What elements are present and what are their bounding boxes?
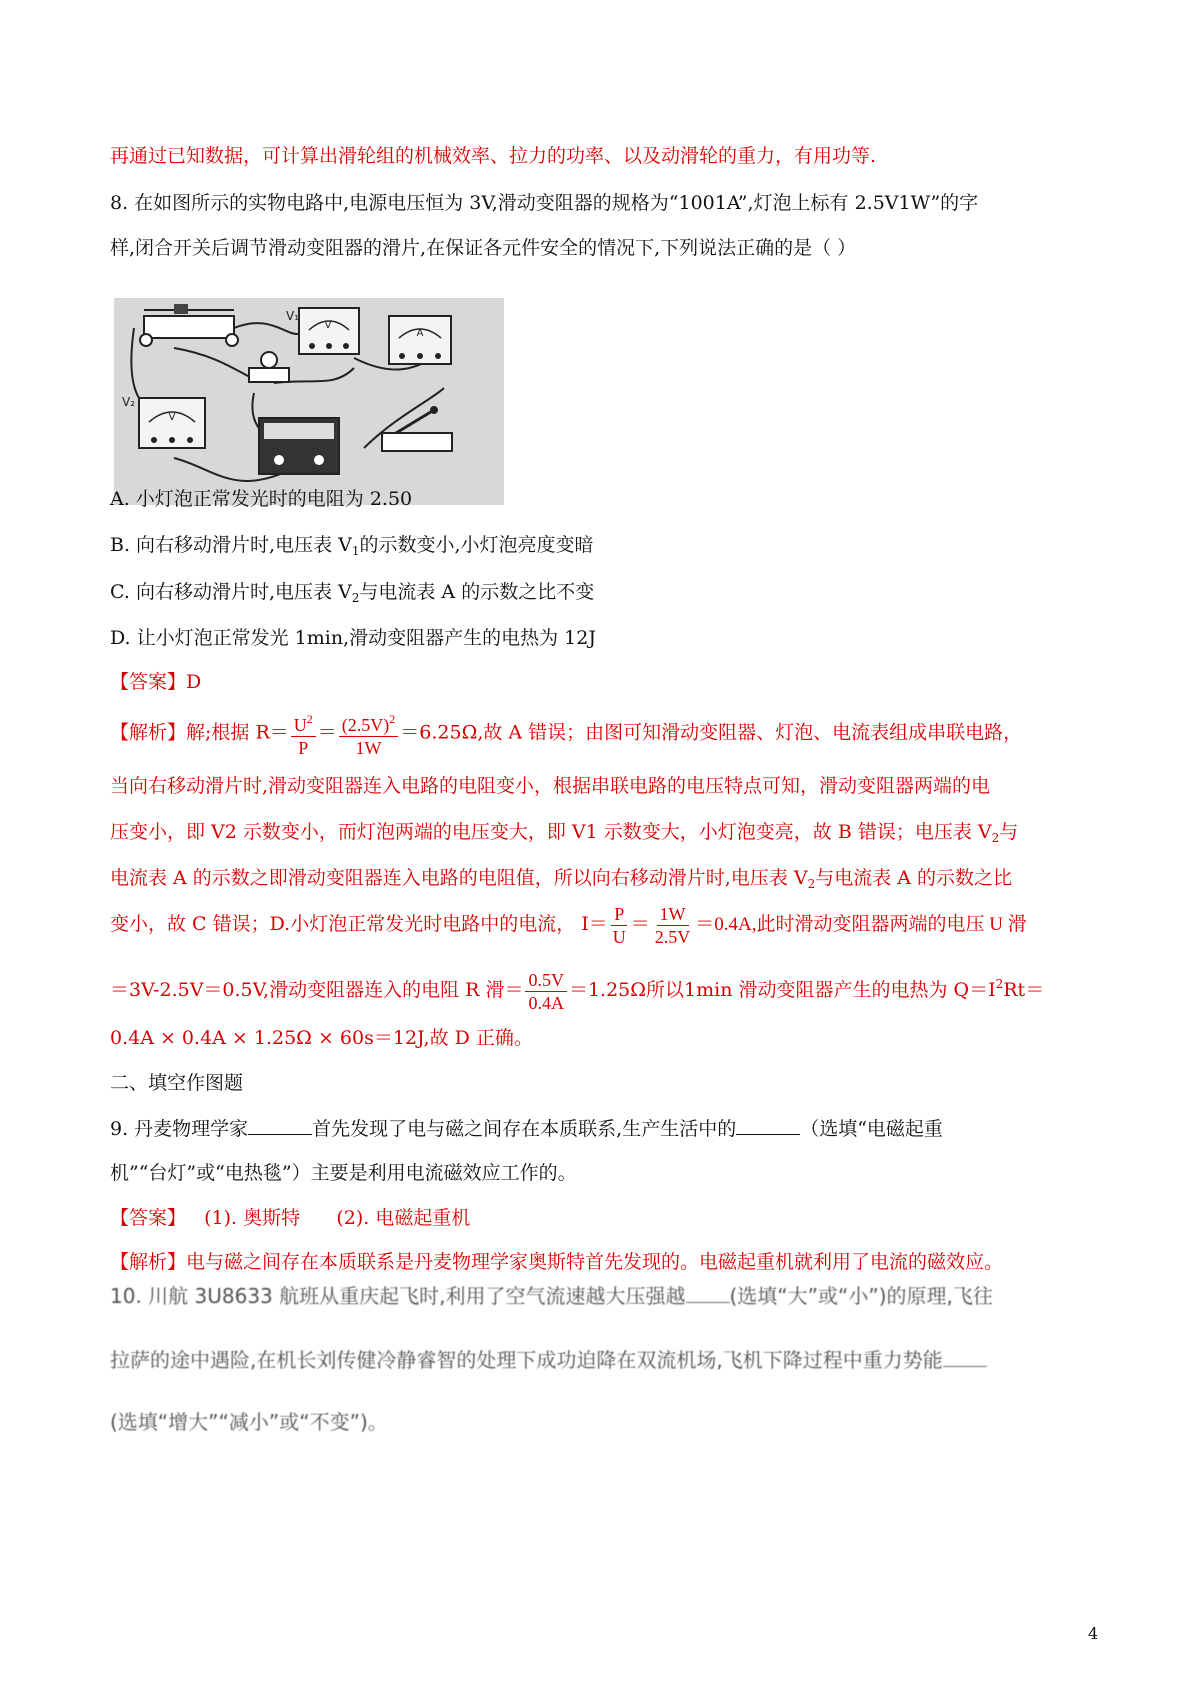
fraction-p-over-u [610,903,629,948]
q8-option-b-post: 的示数变小,小灯泡亮度变暗 [359,534,594,556]
fraction-power-over-voltage [652,903,694,948]
q8-analysis-line3-post: 与 [999,821,1019,843]
q8-analysis-tag: 【解析】 [110,721,187,744]
q9-stem-post: （选填“电磁起重 [800,1118,943,1140]
v1-label: V₁ [286,309,300,323]
q8-analysis-line4 [110,866,1012,896]
q10-stem-line2-text: 拉萨的途中遇险,在机长刘传健冷静睿智的处理下成功迫降在双流机场,飞机下降过程中重力势能 [110,1348,943,1372]
v2-label: V₂ [122,395,136,409]
q9-analysis-tag: 【解析】 [110,1251,187,1273]
q8-stem-line2: 样,闭合开关后调节滑动变阻器的滑片,在保证各元件安全的情况下,下列说法正确的是（ ） [110,237,857,259]
q9-blank-2 [736,1116,800,1135]
q8-analysis-line6-end: Rt＝ [1003,979,1045,1001]
q8-analysis-line4-sub: 2 [807,877,816,891]
q8-analysis-line3-sub: 2 [991,831,1000,845]
q8-analysis-line6-sup: 2 [995,977,1004,991]
frac-den: U [612,926,626,947]
q8-option-c-post: 与电流表 A 的示数之比不变 [359,581,595,603]
q10-blank-1 [686,1286,730,1303]
q8-option-c-sub: 2 [351,591,360,605]
ammeter-label: A [416,328,424,339]
q8-analysis-line3 [110,820,1018,850]
q8-option-c-pre: C. 向右移动滑片时,电压表 V [110,581,352,603]
frac-num: 0.5V [525,969,567,992]
q9-stem-pre: 9. 丹麦物理学家 [110,1118,249,1140]
q8-analysis-line6-post: ＝1.25Ω所以1min 滑动变阻器产生的电热为 Q＝I [568,979,996,1001]
q9-stem-line1 [110,1116,943,1141]
q10-blank-2 [943,1350,987,1367]
frac-den: 1W [355,738,382,758]
q8-analysis-line5-pre: 变小，故 C 错误；D.小灯泡正常发光时电路中的电流， I＝ [110,913,608,935]
circuit-figure [114,298,504,505]
frac-num: (2.5V) [341,715,390,735]
q9-answer-value: (1). 奥斯特 (2). 电磁起重机 [186,1207,471,1229]
q8-option-a: A. 小灯泡正常发光时的电阻为 2.50 [110,488,413,510]
q8-option-b-pre: B. 向右移动滑片时,电压表 V [110,534,352,556]
q10-stem-line2 [110,1348,987,1372]
q10-stem-line3: (选填“增大”“减小”或“不变”)。 [110,1410,388,1434]
q8-option-c [110,580,594,610]
q9-analysis [110,1250,1003,1274]
q8-analysis-line5 [110,900,1027,949]
fraction-u2-over-p [291,708,316,759]
fraction-voltage-over-power [339,708,399,759]
q8-analysis-line6 [110,960,1044,1014]
eq-sign: ＝ [317,721,337,744]
page-number: 4 [1088,1624,1099,1643]
q10-stem-line1 [110,1284,993,1308]
intro-line: 再通过已知数据，可计算出滑轮组的机械效率、拉力的功率、以及动滑轮的重力，有用功等. [110,145,877,167]
q9-analysis-text: 电与磁之间存在本质联系是丹麦物理学家奥斯特首先发现的。电磁起重机就利用了电流的磁效应。 [186,1251,1004,1273]
q8-analysis-line3-pre: 压变小，即 V2 示数变小，而灯泡两端的电压变大，即 V1 示数变大，小灯泡变亮，故 B 错误；电压表 V [110,821,992,843]
frac-den: P [298,738,309,758]
q8-analysis-line1 [110,708,1022,759]
v2-dial-label: V [168,412,176,423]
frac-den: 0.4A [528,992,564,1013]
section-title: 二、填空作图题 [110,1072,244,1094]
circuit-diagram [114,298,504,505]
q8-answer-tag: 【答案】 [110,671,187,693]
q10-stem-pre: 10. 川航 3U8633 航班从重庆起飞时,利用了空气流速越大压强越 [110,1284,686,1308]
q9-stem-mid: 首先发现了电与磁之间存在本质联系,生产生活中的 [312,1118,737,1140]
q8-option-d: D. 让小灯泡正常发光 1min,滑动变阻器产生的电热为 12J [110,627,596,649]
frac-num: U [293,715,307,735]
frac-num: P [611,903,627,926]
q8-option-b-sub: 1 [351,544,360,558]
q8-analysis-line4-post: 与电流表 A 的示数之比 [815,867,1013,889]
q8-analysis-line2: 当向右移动滑片时,滑动变阻器连入电路的电阻变小，根据串联电路的电压特点可知，滑动变阻器两端的电 [110,775,991,797]
q8-analysis-line4-pre: 电流表 A 的示数之即滑动变阻器连入电路的电阻值，所以向右移动滑片时,电压表 V [110,867,808,889]
q10-stem-post: (选填“大”或“小”)的原理,飞往 [729,1284,993,1308]
frac-num-sup: 2 [306,712,313,726]
frac-den: 2.5V [654,926,691,947]
q8-answer-value: D [186,671,202,693]
q8-analysis-line5-post: ＝0.4A,此时滑动变阻器两端的电压 U 滑 [695,914,1027,935]
q8-analysis-line6-pre: ＝3V-2.5V＝0.5V,滑动变阻器连入的电阻 R 滑＝ [110,979,524,1001]
q9-stem-line2: 机”“台灯”或“电热毯”）主要是利用电流磁效应工作的。 [110,1162,577,1184]
q8-answer [110,670,201,694]
q9-answer-tag: 【答案】 [110,1207,187,1229]
q9-answer [110,1206,470,1230]
q8-stem-line1: 8. 在如图所示的实物电路中,电源电压恒为 3V,滑动变阻器的规格为“1001A”,灯泡上标有 2.5V1W”的字 [110,192,979,214]
q8-analysis-text1: 解;根据 R＝ [186,721,289,744]
eq-sign: ＝ [630,913,650,935]
frac-num: 1W [657,903,689,926]
q8-analysis-line7: 0.4A × 0.4A × 1.25Ω × 60s＝12J,故 D 正确。 [110,1027,533,1049]
frac-num-sup: 2 [389,712,396,726]
fraction-voltage-over-current [525,969,567,1014]
q8-option-b [110,533,594,563]
q9-blank-1 [248,1116,312,1135]
v1-dial-label: V [324,320,332,331]
q8-analysis-rest1: ＝6.25Ω,故 A 错误；由图可知滑动变阻器、灯泡、电流表组成串联电路， [400,721,1023,744]
